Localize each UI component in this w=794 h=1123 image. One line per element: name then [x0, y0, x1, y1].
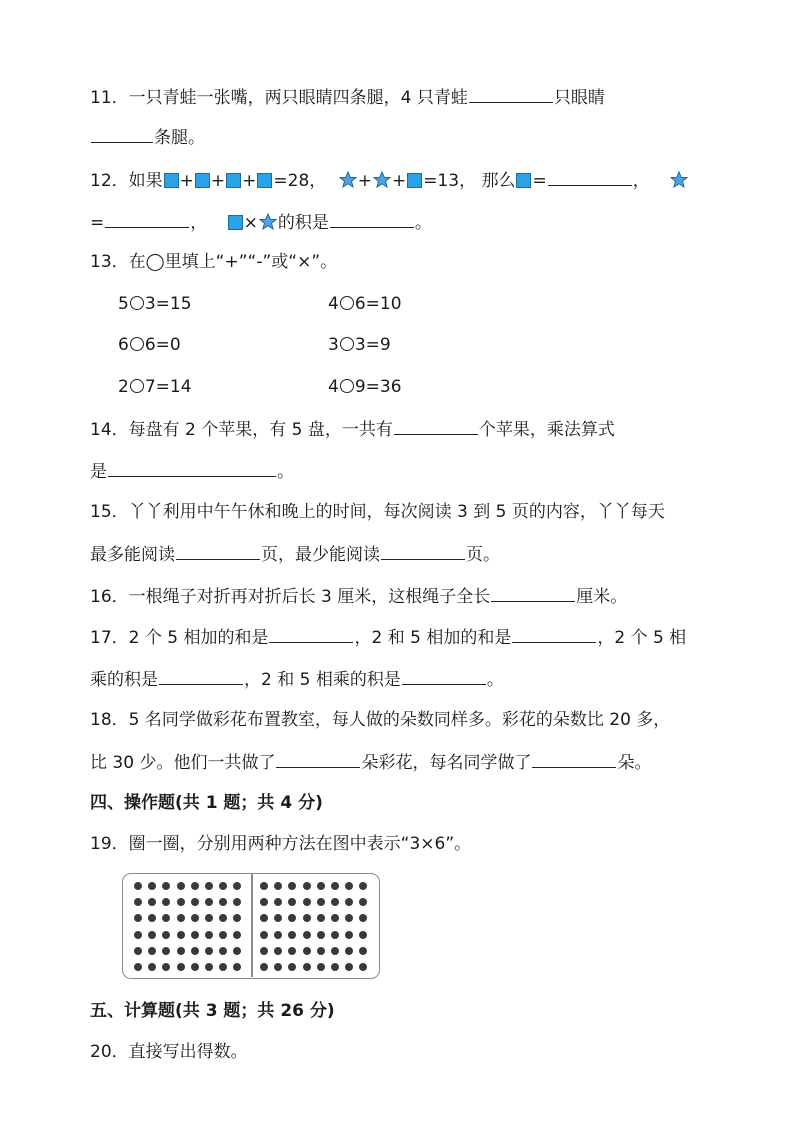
eq-rest: 6=0 — [144, 335, 181, 355]
dot — [274, 882, 282, 890]
dot — [288, 963, 296, 971]
dot — [191, 914, 199, 922]
dot — [260, 898, 268, 906]
question-16 — [90, 583, 627, 609]
dot — [162, 931, 170, 939]
question-12-line-2 — [90, 209, 432, 235]
comma: ， — [632, 171, 650, 191]
dot — [345, 931, 353, 939]
dot — [260, 882, 268, 890]
answer-blank[interactable] — [159, 666, 243, 685]
dot — [359, 898, 367, 906]
operator-circle[interactable] — [340, 379, 354, 393]
dot — [345, 947, 353, 955]
dot — [233, 882, 241, 890]
dot — [274, 947, 282, 955]
q16-text-a: 16．一根绳子对折再对折后长 3 厘米，这根绳子全长 — [90, 587, 491, 607]
eq-operand: 5 — [118, 294, 129, 314]
comma: ， — [190, 213, 208, 233]
dot — [205, 931, 213, 939]
dot — [331, 914, 339, 922]
question-18-line-2 — [90, 749, 651, 775]
plus-sign: + — [179, 171, 194, 191]
dot — [331, 882, 339, 890]
dot — [317, 963, 325, 971]
dot — [359, 914, 367, 922]
equation-3 — [118, 333, 181, 357]
answer-blank[interactable] — [108, 458, 276, 477]
operator-circle[interactable] — [340, 296, 354, 310]
q14-text-b: 个苹果，乘法算式 — [478, 420, 615, 440]
period: 。 — [414, 213, 432, 233]
equation-5 — [118, 375, 192, 399]
dot — [177, 947, 185, 955]
q14-text-a: 14．每盘有 2 个苹果，有 5 盘，一共有 — [90, 420, 393, 440]
answer-blank[interactable] — [512, 624, 596, 643]
equation-6 — [328, 375, 402, 399]
question-18-line-1: 18．5 名同学做彩花布置教室，每人做的朵数同样多。彩花的朵数比 20 多， — [90, 710, 671, 730]
dot — [345, 914, 353, 922]
dot — [219, 914, 227, 922]
dot — [359, 882, 367, 890]
question-14-line-1 — [90, 416, 615, 442]
q11-text-b: 只眼睛 — [553, 88, 605, 108]
blue-square-icon — [407, 173, 422, 188]
dot — [134, 914, 142, 922]
blue-star-icon — [670, 171, 688, 188]
dot — [205, 914, 213, 922]
dot — [317, 898, 325, 906]
q18-text-b: 朵彩花，每名同学做了 — [361, 753, 532, 773]
eq-rest: 7=14 — [144, 377, 192, 397]
dot — [288, 947, 296, 955]
answer-blank[interactable] — [105, 209, 189, 228]
dot — [162, 963, 170, 971]
dot — [303, 882, 311, 890]
answer-blank[interactable] — [176, 541, 260, 560]
dot — [233, 931, 241, 939]
operator-circle[interactable] — [130, 296, 144, 310]
dot — [331, 898, 339, 906]
dot — [260, 914, 268, 922]
answer-blank[interactable] — [330, 209, 414, 228]
dot — [233, 963, 241, 971]
question-12-line-1 — [90, 167, 689, 193]
dot — [177, 914, 185, 922]
q11-text-a: 11．一只青蛙一张嘴，两只眼睛四条腿，4 只青蛙 — [90, 88, 468, 108]
equation-4 — [328, 333, 391, 357]
dot — [205, 898, 213, 906]
dot — [331, 947, 339, 955]
q11-text-c: 条腿。 — [154, 128, 205, 148]
operator-circle[interactable] — [340, 337, 354, 351]
dot — [134, 931, 142, 939]
question-17-line-2 — [90, 666, 504, 692]
dot — [148, 914, 156, 922]
question-11-line-1 — [90, 84, 605, 110]
section-5-heading: 五、计算题(共 3 题；共 26 分) — [90, 1001, 335, 1021]
blue-star-icon — [259, 213, 277, 230]
dot — [359, 963, 367, 971]
dot — [205, 882, 213, 890]
answer-blank[interactable] — [548, 167, 632, 186]
q12-eq13: =13， — [423, 171, 477, 191]
dot — [233, 947, 241, 955]
dot — [260, 947, 268, 955]
answer-blank[interactable] — [469, 84, 553, 103]
eq-operand: 4 — [328, 377, 339, 397]
answer-blank[interactable] — [269, 624, 353, 643]
dot — [331, 931, 339, 939]
dot — [191, 963, 199, 971]
dot — [205, 947, 213, 955]
q17-text-f: 。 — [486, 670, 504, 690]
blue-star-icon — [373, 171, 391, 188]
eq-rest: 9=36 — [354, 377, 402, 397]
q17-text-e: ，2 和 5 相乘的积是 — [244, 670, 401, 690]
eq-rest: 6=10 — [354, 294, 402, 314]
q17-text-b: ，2 和 5 相加的和是 — [354, 628, 512, 648]
dot — [219, 931, 227, 939]
blue-square-icon — [164, 173, 179, 188]
dot — [219, 898, 227, 906]
plus-sign: + — [357, 171, 372, 191]
dot — [191, 947, 199, 955]
dot — [191, 931, 199, 939]
dot — [303, 963, 311, 971]
dot — [274, 898, 282, 906]
dot — [288, 898, 296, 906]
q17-text-a: 17．2 个 5 相加的和是 — [90, 628, 269, 648]
dot — [148, 882, 156, 890]
dot — [274, 963, 282, 971]
dot — [162, 882, 170, 890]
dot — [148, 963, 156, 971]
dot — [288, 882, 296, 890]
question-19-text: 19．圈一圈，分别用两种方法在图中表示“3×6”。 — [90, 834, 472, 854]
dot — [345, 898, 353, 906]
dot — [162, 914, 170, 922]
dot — [345, 882, 353, 890]
q14-text-c: 是 — [90, 462, 107, 482]
dot — [148, 898, 156, 906]
eq-rest: 3=15 — [144, 294, 192, 314]
question-20-text: 20．直接写出得数。 — [90, 1042, 248, 1062]
dot — [317, 882, 325, 890]
dot — [288, 931, 296, 939]
eq-operand: 6 — [118, 335, 129, 355]
dot — [303, 914, 311, 922]
q14-text-d: 。 — [277, 462, 294, 482]
dot — [177, 963, 185, 971]
dot — [162, 947, 170, 955]
dot — [148, 931, 156, 939]
dot — [359, 947, 367, 955]
equals-sign: = — [532, 171, 547, 191]
dot — [303, 931, 311, 939]
q12-product-text: 的积是 — [277, 213, 329, 233]
dot — [219, 947, 227, 955]
dot — [317, 931, 325, 939]
q16-text-b: 厘米。 — [576, 587, 628, 607]
dot — [191, 882, 199, 890]
blue-star-icon — [339, 171, 357, 188]
q18-text-c: 朵。 — [617, 753, 652, 773]
blue-square-icon — [257, 173, 272, 188]
times-sign: × — [243, 213, 258, 233]
dot — [233, 898, 241, 906]
answer-blank[interactable] — [276, 749, 360, 768]
q15-text-c: 页。 — [466, 545, 500, 565]
dot — [134, 947, 142, 955]
question-13-text: 13．在◯里填上“+”“-”或“×”。 — [90, 252, 338, 272]
blue-square-icon — [226, 173, 241, 188]
q12-then: 那么 — [481, 171, 516, 191]
question-11-line-2 — [90, 124, 205, 150]
q17-text-c: ，2 个 5 相 — [597, 628, 687, 648]
dot — [260, 931, 268, 939]
dot — [288, 914, 296, 922]
dot — [148, 947, 156, 955]
q12-prefix: 12．如果 — [90, 171, 163, 191]
eq-operand: 4 — [328, 294, 339, 314]
question-17-line-1 — [90, 624, 686, 650]
q15-text-a: 最多能阅读 — [90, 545, 175, 565]
dot — [219, 963, 227, 971]
dot — [162, 898, 170, 906]
dot — [219, 882, 227, 890]
dot — [303, 898, 311, 906]
question-14-line-2 — [90, 458, 294, 484]
operator-circle[interactable] — [130, 337, 144, 351]
dot — [317, 947, 325, 955]
dot — [191, 898, 199, 906]
equals-sign: = — [90, 213, 105, 233]
answer-blank[interactable] — [491, 583, 575, 602]
dot — [317, 914, 325, 922]
eq-rest: 3=9 — [354, 335, 391, 355]
panel-divider — [251, 874, 253, 977]
blue-square-icon — [228, 215, 243, 230]
dot — [274, 931, 282, 939]
question-15-line-1: 15．丫丫利用中午午休和晚上的时间，每次阅读 3 到 5 页的内容，丫丫每天 — [90, 502, 665, 522]
q18-text-a: 比 30 少。他们一共做了 — [90, 753, 276, 773]
answer-blank[interactable] — [91, 124, 153, 143]
dot — [205, 963, 213, 971]
answer-blank[interactable] — [402, 666, 486, 685]
plus-sign: + — [242, 171, 257, 191]
q17-text-d: 乘的积是 — [90, 670, 158, 690]
eq-operand: 2 — [118, 377, 129, 397]
equation-1 — [118, 292, 192, 316]
answer-blank[interactable] — [532, 749, 616, 768]
dot — [134, 963, 142, 971]
plus-sign: + — [391, 171, 407, 191]
dot — [359, 931, 367, 939]
q12-eq28: =28， — [273, 171, 327, 191]
eq-operand: 3 — [328, 335, 339, 355]
dot — [177, 898, 185, 906]
section-4-heading: 四、操作题(共 1 题；共 4 分) — [90, 793, 323, 813]
equation-2 — [328, 292, 402, 316]
operator-circle[interactable] — [130, 379, 144, 393]
question-15-line-2 — [90, 541, 500, 567]
dot — [345, 963, 353, 971]
dot — [303, 947, 311, 955]
dot — [134, 898, 142, 906]
plus-sign: + — [210, 171, 226, 191]
dot — [233, 914, 241, 922]
blue-square-icon — [516, 173, 531, 188]
dot — [331, 963, 339, 971]
answer-blank[interactable] — [381, 541, 465, 560]
dot-array-panel[interactable] — [122, 873, 380, 979]
dot — [274, 914, 282, 922]
q15-text-b: 页，最少能阅读 — [261, 545, 380, 565]
blue-square-icon — [195, 173, 210, 188]
dot — [134, 882, 142, 890]
dot — [177, 931, 185, 939]
dot — [177, 882, 185, 890]
answer-blank[interactable] — [394, 416, 478, 435]
dot — [260, 963, 268, 971]
